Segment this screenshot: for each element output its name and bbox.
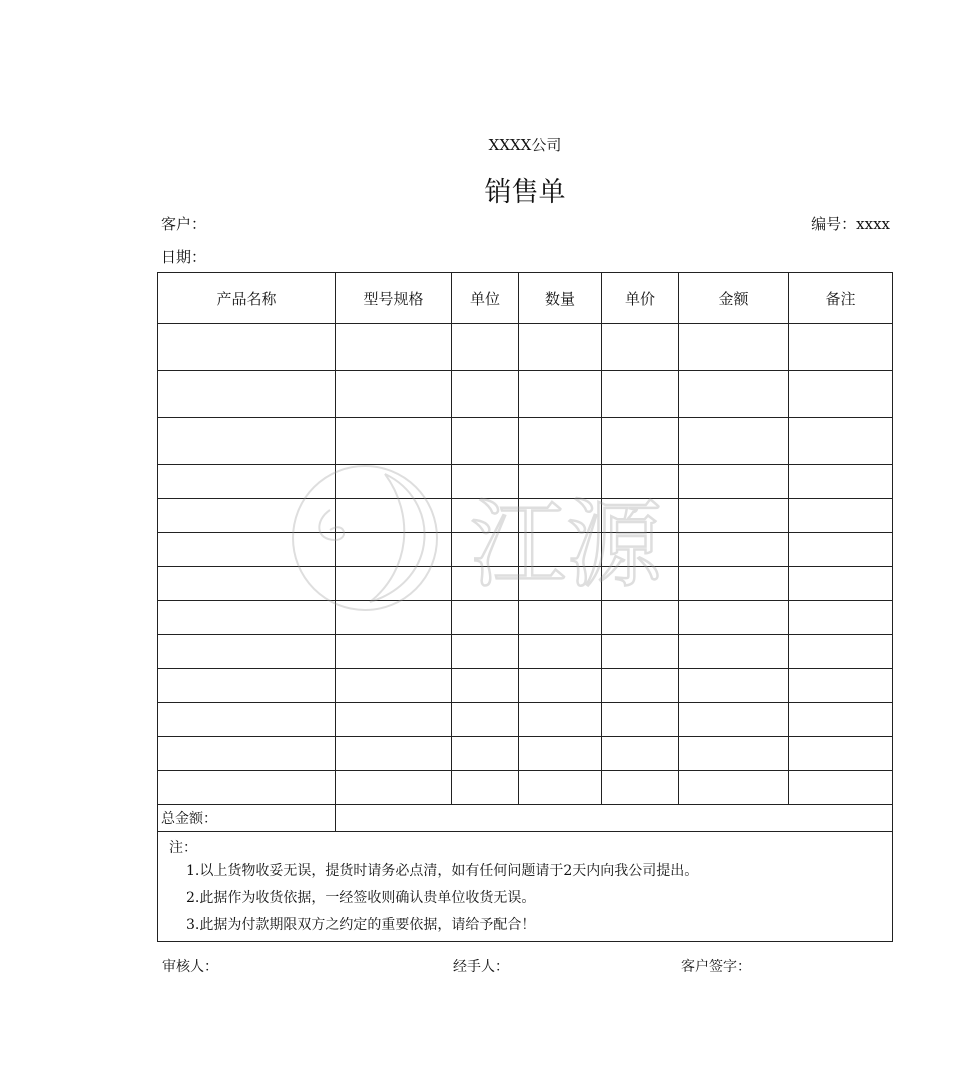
table-row — [158, 703, 893, 737]
handler-label: 经手人： — [453, 959, 509, 975]
table-cell[interactable] — [336, 418, 452, 465]
note-line-2: 2.此据作为收货依据，一经签收则确认贵单位收货无误。 — [186, 890, 536, 906]
table-cell[interactable] — [602, 703, 679, 737]
table-cell[interactable] — [452, 499, 519, 533]
table-cell[interactable] — [336, 771, 452, 805]
column-header-model: 型号规格 — [336, 273, 452, 324]
total-amount-label: 总金额： — [158, 805, 336, 832]
table-cell[interactable] — [519, 601, 602, 635]
document-title: 销售单 — [484, 177, 566, 208]
table-cell[interactable] — [789, 533, 893, 567]
table-cell[interactable] — [336, 371, 452, 418]
notes-section — [158, 832, 893, 942]
column-header-product: 产品名称 — [158, 273, 336, 324]
table-cell[interactable] — [602, 771, 679, 805]
table-cell[interactable] — [679, 465, 789, 499]
table-cell[interactable] — [789, 771, 893, 805]
table-cell[interactable] — [158, 465, 336, 499]
table-cell[interactable] — [158, 567, 336, 601]
table-cell[interactable] — [158, 418, 336, 465]
table-cell[interactable] — [602, 499, 679, 533]
table-cell[interactable] — [602, 465, 679, 499]
table-row — [158, 635, 893, 669]
table-cell[interactable] — [519, 669, 602, 703]
watermark-text: 江源 — [470, 489, 662, 601]
table-cell[interactable] — [158, 635, 336, 669]
table-cell[interactable] — [789, 418, 893, 465]
table-cell[interactable] — [602, 533, 679, 567]
total-row — [158, 805, 893, 832]
table-cell[interactable] — [602, 737, 679, 771]
table-cell[interactable] — [602, 418, 679, 465]
note-line-1: 1.以上货物收妥无误，提货时请务必点清，如有任何问题请于2天内向我公司提出。 — [186, 863, 699, 879]
table-cell[interactable] — [336, 499, 452, 533]
table-cell[interactable] — [789, 703, 893, 737]
table-cell[interactable] — [158, 771, 336, 805]
table-cell[interactable] — [679, 771, 789, 805]
table-cell[interactable] — [789, 737, 893, 771]
table-cell[interactable] — [519, 418, 602, 465]
table-cell[interactable] — [679, 703, 789, 737]
table-cell[interactable] — [602, 567, 679, 601]
note-line-3: 3.此据为付款期限双方之约定的重要依据，请给予配合！ — [186, 917, 536, 933]
column-header-unit-price: 单价 — [602, 273, 679, 324]
table-cell[interactable] — [789, 371, 893, 418]
table-row — [158, 771, 893, 805]
table-row — [158, 601, 893, 635]
customer-signature-label: 客户签字： — [681, 959, 751, 975]
table-cell[interactable] — [452, 324, 519, 371]
column-header-remarks: 备注 — [789, 273, 893, 324]
table-cell[interactable] — [519, 371, 602, 418]
table-cell[interactable] — [789, 324, 893, 371]
table-row — [158, 465, 893, 499]
table-cell[interactable] — [679, 499, 789, 533]
table-row — [158, 499, 893, 533]
table-cell[interactable] — [789, 635, 893, 669]
table-cell[interactable] — [679, 737, 789, 771]
table-cell[interactable] — [602, 635, 679, 669]
table-cell[interactable] — [452, 601, 519, 635]
table-header-row — [158, 273, 893, 324]
table-row — [158, 669, 893, 703]
notes-title: 注： — [169, 840, 197, 856]
table-cell[interactable] — [158, 601, 336, 635]
table-cell[interactable] — [789, 465, 893, 499]
table-cell[interactable] — [679, 567, 789, 601]
table-row — [158, 533, 893, 567]
table-cell[interactable] — [158, 533, 336, 567]
table-cell[interactable] — [452, 533, 519, 567]
table-cell[interactable] — [158, 371, 336, 418]
table-cell[interactable] — [679, 601, 789, 635]
serial-number: 编号：xxxx — [811, 215, 890, 233]
table-cell[interactable] — [336, 601, 452, 635]
auditor-label: 审核人： — [162, 959, 218, 975]
table-cell[interactable] — [452, 771, 519, 805]
table-cell[interactable] — [452, 418, 519, 465]
company-name: XXXX公司 — [488, 136, 562, 154]
table-row — [158, 371, 893, 418]
table-cell[interactable] — [336, 737, 452, 771]
table-cell[interactable] — [158, 737, 336, 771]
table-cell[interactable] — [519, 737, 602, 771]
table-cell[interactable] — [452, 703, 519, 737]
table-cell[interactable] — [602, 324, 679, 371]
column-header-unit: 单位 — [452, 273, 519, 324]
table-row — [158, 324, 893, 371]
table-row — [158, 737, 893, 771]
table-cell[interactable] — [452, 635, 519, 669]
table-cell[interactable] — [158, 324, 336, 371]
table-cell[interactable] — [158, 499, 336, 533]
table-cell[interactable] — [452, 669, 519, 703]
table-cell[interactable] — [336, 533, 452, 567]
column-header-quantity: 数量 — [519, 273, 602, 324]
table-cell[interactable] — [679, 324, 789, 371]
table-cell[interactable] — [452, 737, 519, 771]
table-cell[interactable] — [519, 703, 602, 737]
table-cell[interactable] — [602, 601, 679, 635]
table-row — [158, 567, 893, 601]
table-cell[interactable] — [789, 669, 893, 703]
table-cell[interactable] — [452, 371, 519, 418]
table-cell[interactable] — [789, 499, 893, 533]
table-cell[interactable] — [519, 533, 602, 567]
table-cell[interactable] — [602, 371, 679, 418]
table-cell[interactable] — [679, 533, 789, 567]
sales-table — [157, 272, 893, 942]
table-row — [158, 418, 893, 465]
table-cell[interactable] — [336, 669, 452, 703]
table-cell[interactable] — [158, 669, 336, 703]
table-cell[interactable] — [519, 324, 602, 371]
table-cell[interactable] — [336, 703, 452, 737]
table-cell[interactable] — [336, 635, 452, 669]
table-cell[interactable] — [789, 601, 893, 635]
table-cell[interactable] — [679, 418, 789, 465]
column-header-amount: 金额 — [679, 273, 789, 324]
date-label: 日期： — [161, 248, 207, 266]
table-cell[interactable] — [679, 669, 789, 703]
total-amount-cell[interactable] — [336, 805, 893, 832]
table-cell[interactable] — [336, 324, 452, 371]
table-cell[interactable] — [452, 567, 519, 601]
customer-label: 客户： — [161, 215, 207, 233]
table-cell[interactable] — [519, 771, 602, 805]
table-cell[interactable] — [602, 669, 679, 703]
table-cell[interactable] — [679, 635, 789, 669]
table-cell[interactable] — [158, 703, 336, 737]
table-cell[interactable] — [519, 465, 602, 499]
table-cell[interactable] — [336, 567, 452, 601]
table-cell[interactable] — [789, 567, 893, 601]
table-cell[interactable] — [679, 371, 789, 418]
table-cell[interactable] — [519, 567, 602, 601]
notes-row — [158, 832, 893, 942]
table-cell[interactable] — [336, 465, 452, 499]
table-cell[interactable] — [452, 465, 519, 499]
table-cell[interactable] — [519, 499, 602, 533]
table-cell[interactable] — [519, 635, 602, 669]
